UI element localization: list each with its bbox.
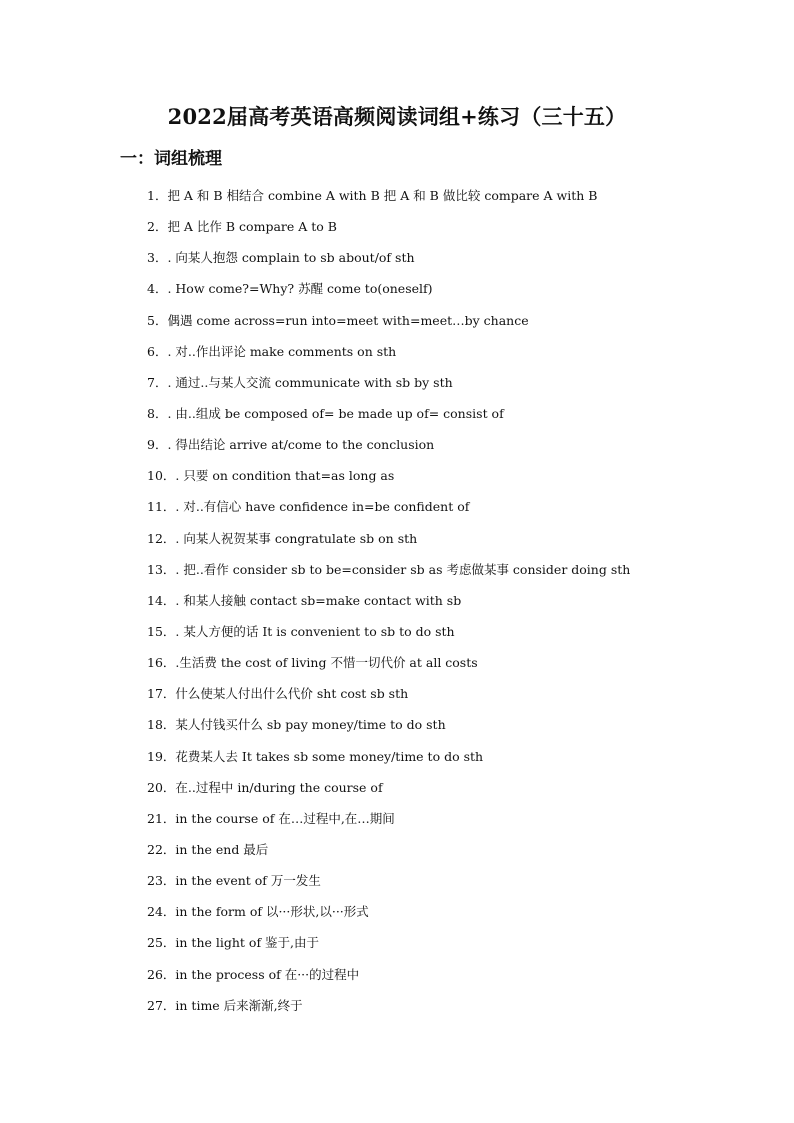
list-item: 4．. How come?=Why? 苏醒 come to(oneself): [147, 281, 433, 297]
list-item: 7．. 通过..与某人交流 communicate with sb by sth: [147, 374, 453, 390]
list-item: 27．in time 后来渐渐,终于: [147, 997, 303, 1013]
list-item: 8．. 由..组成 be composed of= be made up of= consist of: [147, 405, 504, 421]
list-item: 15．. 某人方便的话 It is convenient to sb to do sth: [147, 623, 455, 639]
list-item: 5．偶遇 come across=run into=meet with=meet…by chance: [147, 312, 529, 328]
list-item: 18．某人付钱买什么 sb pay money/time to do sth: [147, 717, 446, 733]
phrase-list: [147, 180, 767, 1021]
list-item: 19．花费某人去 It takes sb some money/time to do sth: [147, 748, 484, 764]
list-item: 14．. 和某人接触 contact sb=make contact with sb: [147, 592, 462, 608]
document-title: 2022届高考英语高频阅读词组+练习（三十五）: [167, 104, 627, 129]
list-item: 22．in the end 最后: [147, 841, 269, 857]
list-item: 2．把 A 比作 B compare A to B: [147, 219, 337, 235]
list-item: 26．in the process of 在···的过程中: [147, 966, 360, 982]
list-item: 3．. 向某人抱怨 complain to sb about/of sth: [147, 250, 415, 266]
list-item: 10．. 只要 on condition that=as long as: [147, 468, 395, 484]
list-item: 1．把 A 和 B 相结合 combine A with B 把 A 和 B 做比较 compare A with B: [147, 188, 598, 203]
list-item: 25．in the light of 鉴于,由于: [147, 935, 320, 951]
list-item: 17．什么使某人付出什么代价 sht cost sb sth: [147, 686, 409, 702]
list-item: 16．.生活费 the cost of living 不惜一切代价 at all costs: [147, 655, 478, 671]
list-item: 11．. 对..有信心 have confidence in=be confident of: [147, 499, 470, 515]
list-item: 13．. 把..看作 consider sb to be=consider sb as 考虑做某事 consider doing sth: [147, 561, 631, 577]
list-item: 23．in the event of 万一发生: [147, 873, 321, 889]
list-item: 24．in the form of 以···形状,以···形式: [147, 904, 369, 920]
list-item: 12．. 向某人祝贺某事 congratulate sb on sth: [147, 530, 418, 546]
list-item: 21．in the course of 在…过程中,在…期间: [147, 810, 395, 826]
list-item: 6．. 对..作出评论 make comments on sth: [147, 343, 397, 359]
list-item: 20．在..过程中 in/during the course of: [147, 779, 383, 795]
section-heading: 一：词组梳理: [120, 149, 222, 169]
list-item: 9．. 得出结论 arrive at/come to the conclusion: [147, 437, 435, 453]
